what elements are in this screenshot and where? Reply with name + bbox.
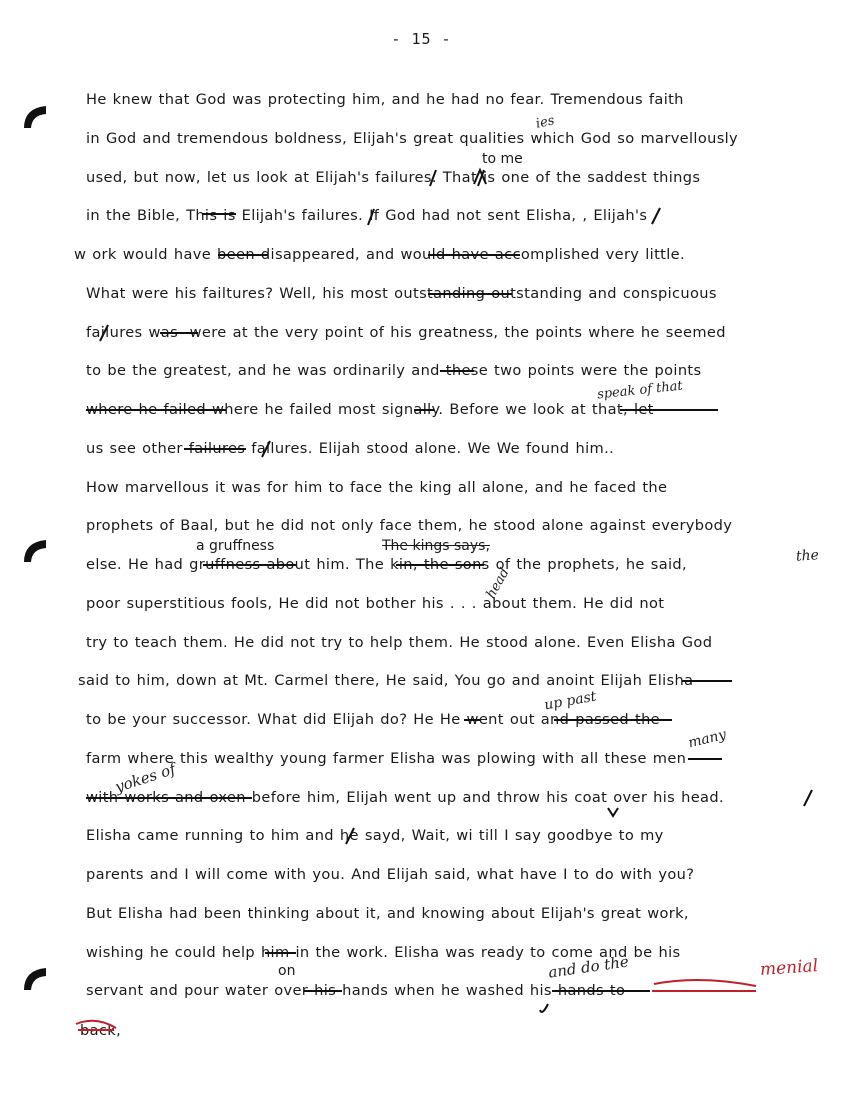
handwritten-speak-of-that: speak of that (596, 378, 684, 403)
body-line: back, (80, 1022, 122, 1039)
body-line: in God and tremendous boldness, Elijah's great qualities which God so marvellously (86, 130, 739, 147)
body-line: What were his failtures? Well, his most outstanding outstanding and conspicuous (86, 285, 717, 302)
interlinear-the-kings-says: The kings says, (382, 538, 490, 554)
body-line: poor superstitious fools, He did not bother his . . . about them. He did not (86, 595, 665, 612)
body-line: farm where this wealthy young farmer Elisha was plowing with all these men (86, 750, 687, 767)
handwritten-its: ies (534, 113, 556, 132)
body-line: to be your successor. What did Elijah do? He He went out and passed the (86, 711, 661, 728)
body-line: us see other failures failures. Elijah stood alone. We We found him.. (86, 440, 615, 457)
body-line: to be the greatest, and he was ordinarily and these two points were the points (86, 362, 702, 379)
body-line: else. He had gruffness about him. The kin, the sons of the prophets, he said, (86, 556, 687, 573)
body-line: But Elisha had been thinking about it, and knowing about Elijah's great work, (86, 905, 689, 922)
body-line: parents and I will come with you. And Elijah said, what have I to do with you? (86, 866, 695, 883)
body-line: servant and pour water over his hands when he washed his hands to (86, 982, 626, 999)
body-line: in the Bible, This is Elijah's failures. If God had not sent Elisha, , Elijah's (86, 207, 648, 224)
body-line: wishing he could help him in the work. Elisha was ready to come and be his (86, 944, 681, 961)
body-line: prophets of Baal, but he did not only face them, he stood alone against everybody (86, 517, 733, 534)
body-line: where he failed where he failed most signally. Before we look at that, let (86, 401, 654, 418)
handwritten-menial: menial (759, 955, 819, 981)
handwritten-the: the (795, 547, 820, 565)
interlinear-to-me: to me (482, 151, 523, 167)
body-line: said to him, down at Mt. Carmel there, He said, You go and anoint Elijah Elisha (78, 672, 694, 689)
body-line: used, but now, let us look at Elijah's failures. That is one of the saddest things (86, 169, 701, 186)
body-line: Elisha came running to him and he sayd, Wait, wi till I say goodbye to my (86, 827, 664, 844)
page-number: - 15 - (391, 30, 452, 48)
handwritten-yokes-of: yokes of (112, 759, 178, 797)
body-line: He knew that God was protecting him, and he had no fear. Tremendous faith (86, 91, 684, 108)
handwritten-and-do-the: and do the (547, 952, 630, 982)
body-line: How marvellous it was for him to face the king all alone, and he faced the (86, 479, 668, 496)
handwritten-up-past: up past (543, 688, 598, 714)
handwritten-many: many (686, 726, 728, 752)
interlinear-on: on (278, 963, 296, 979)
body-line: w ork would have been disappeared, and would have accomplished very little. (74, 246, 685, 263)
body-line: with works and oxen before him, Elijah went up and throw his coat over his head. (86, 789, 724, 806)
body-line: try to teach them. He did not try to help them. He stood alone. Even Elisha God (86, 634, 713, 651)
interlinear-a-gruffness: a gruffness (196, 538, 275, 554)
handwritten-head: head (483, 565, 513, 602)
body-line: failures was- were at the very point of his greatness, the points where he seemed (86, 324, 726, 341)
